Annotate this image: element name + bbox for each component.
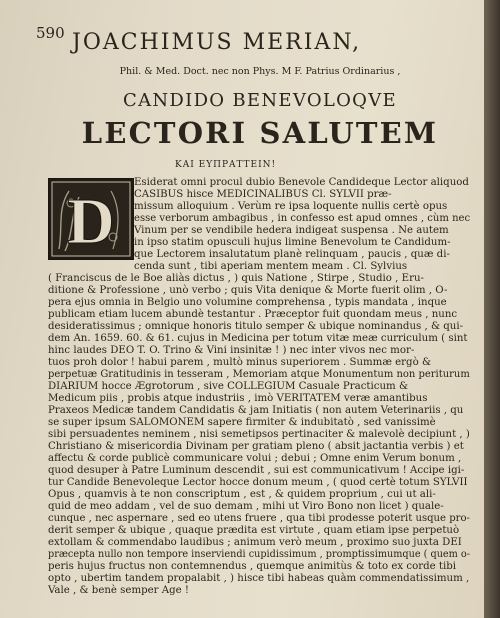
body-line: ( Franciscus de le Boe aliàs dictus , ) quis Natione , Stirpe , Studio , Eru-	[48, 273, 424, 284]
body-line: dem An. 1659. 60. & 61. cujus in Medicina per totum vitæ meæ curriculum ( sint	[48, 333, 468, 344]
page-edge	[484, 0, 500, 618]
decorated-initial	[48, 178, 134, 260]
body-line: Esiderat omni procul dubio Benevole Candideque Lector aliquod	[134, 177, 469, 188]
heading-line-2: LECTORI SALUTEM	[81, 116, 439, 150]
body-line: se super ipsum SALOMONEM sapere firmiter & indubitatò , sed vanissimè	[48, 417, 436, 428]
body-line: derit semper & ubique , quaque prædita est virtute , quam etiam ipse perpetuò	[48, 525, 460, 536]
body-line: cunque , nec aspernare , sed eo utens fruere , qua tibi prodesse poterit usque pro-	[48, 513, 470, 524]
body-line: tuos proh dolor ! habui parem , multò minus superiorem . Summæ ergò &	[48, 357, 432, 368]
body-line: in ipso statim opusculi hujus limine Benevolum te Candidum-	[134, 237, 451, 248]
body-line: missum alloquium . Verùm re ipsa loquente nullis certè opus	[134, 201, 448, 212]
body-line: Christiano & misericordia Divinam per gratiam pleno ( absit jactantia verbis ) et	[48, 441, 464, 452]
body-line: extollam & commendabo laudibus ; animum verò meum , proximo suo juxta DEI	[48, 537, 462, 548]
page-number: 590	[36, 24, 65, 42]
initial-letter: D	[67, 185, 115, 258]
body-line: Praxeos Medicæ tandem Candidatis & jam Initiatis ( non autem Veterinariis , qu	[48, 405, 464, 416]
body-line: publicam etiam lucem abundè testantur . Præceptor fuit quondam meus , nunc	[48, 309, 458, 320]
body-line: opto , ubertim tandem propalabit , ) hisce tibi habeas quàm commendatissimum ,	[48, 573, 470, 584]
body-line: Vinum per se vendibile hedera indigeat suspensa . Ne autem	[134, 225, 449, 236]
body-line: pera ejus omnia in Belgio uno volumine comprehensa , typis mandata , inque	[48, 297, 447, 308]
author-subtitle: Phil. & Med. Doct. nec non Phys. M F. Patrius Ordinarius ,	[119, 66, 401, 77]
body-line: hinc laudes DEO T. O. Trino & Vini insinitæ ! ) nec inter vivos nec mor-	[48, 345, 415, 356]
body-line: ditione & Professione , unò verbo ; quis Vita denique & Morte fuerit olim , O-	[48, 285, 448, 296]
body-line: quid de meo addam , vel de suo demam , mihi ut Viro Bono non licet ) quale-	[48, 501, 444, 512]
body-line: desideratissimus ; omnique honoris titulo semper & ubique nominandus , & qui-	[48, 321, 464, 332]
body-line: quod desuper à Patre Luminum descendit , sui est communicativum ! Accipe igi-	[48, 465, 465, 476]
body-line: tur Candide Benevoleque Lector hocce donum meum , ( quod certè totum SYLVII	[48, 477, 468, 488]
body-line: affectu & corde publicè communicare volui ; debui ; Omne enim Verum bonum ,	[48, 453, 462, 464]
body-line: Opus , quamvis à te non conscriptum , est , & quidem proprium , cui ut ali-	[48, 489, 436, 500]
body-line: Vale , & benè semper Age !	[48, 585, 189, 596]
body-line: que Lectorem insalutatum planè relinquam , paucis , quæ di-	[134, 249, 450, 260]
author-line: JOACHIMUS MERIAN,	[72, 30, 362, 55]
body-line: cenda sunt , tibi aperiam mentem meam . Cl. Sylvius	[134, 261, 408, 272]
body-line: esse verborum ambagibus , in confesso est apud omnes , cùm nec	[134, 213, 471, 224]
body-line: Medicum piis , probis atque industriis , imò VERITATEM veræ amantibus	[48, 393, 428, 404]
body-line: DIARIUM hocce Ægrotorum , sive COLLEGIUM Casuale Practicum &	[48, 381, 409, 392]
body-line: perpetuæ Gratitudinis in tesseram , Memoriam atque Monumentum non periturum	[48, 369, 470, 380]
body-line: præcepta nullo non tempore inserviendi cupidissimum , promptissimumque ( quem o-	[48, 549, 471, 560]
body-line: CASIBUS hisce MEDICINALIBUS Cl. SYLVII præ-	[134, 189, 392, 200]
body-line: sibi persuadentes neminem , nisi semetipsos pertinaciter & malevolè decipiunt , )	[48, 429, 470, 440]
greek-greeting: ΚΑΙ ΕΥΠΡΑΤΤΕΙΝ!	[175, 160, 277, 170]
heading-line-1: CANDIDO BENEVOLOQVE	[123, 90, 397, 111]
body-line: peris hujus fructus non contemnendus , quemque animitùs & toto ex corde tibi	[48, 561, 457, 572]
